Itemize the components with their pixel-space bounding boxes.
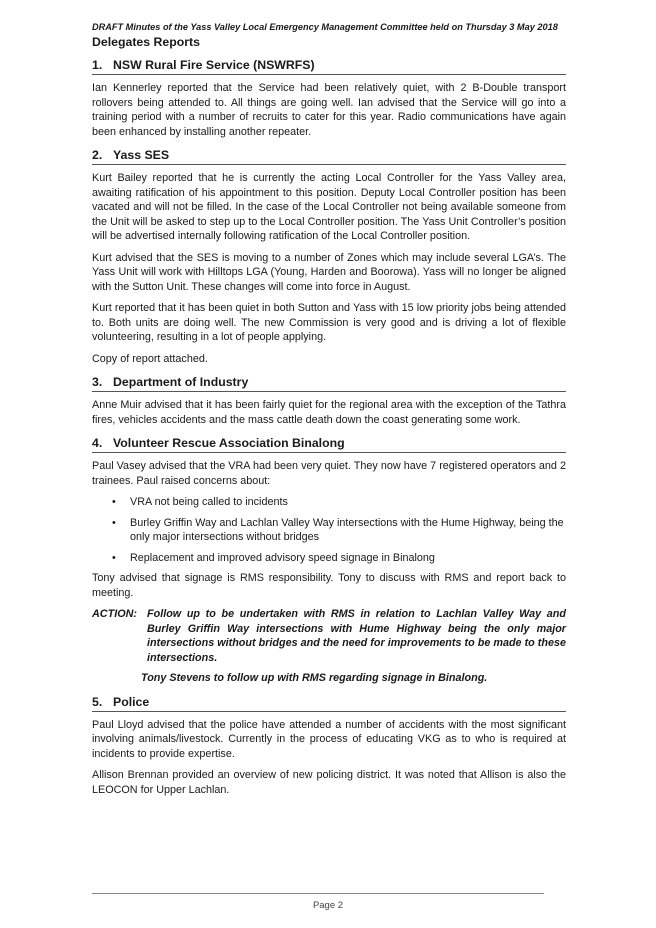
- action-label: ACTION:: [92, 608, 137, 620]
- section-title: NSW Rural Fire Service (NSWRFS): [113, 58, 315, 72]
- section-heading-vra-binalong: [92, 436, 566, 453]
- action-text: Follow up to be undertaken with RMS in relation to Lachlan Valley Way and Burley Griffin Way intersections with Hume Highway being the only major intersections without bridges and the need for improvements to be made to these intersections.: [147, 608, 566, 664]
- page-title: Delegates Reports: [92, 35, 200, 49]
- page-number: Page 2: [312, 900, 344, 911]
- section-heading-police: [92, 695, 566, 712]
- paragraph: Paul Vasey advised that the VRA had been very quiet. They now have 7 registered operators and 2 trainees. Paul raised concerns about:: [92, 460, 566, 487]
- section-number: 1.: [92, 58, 103, 72]
- paragraph: Copy of report attached.: [92, 352, 208, 365]
- bullet-icon: •: [112, 551, 116, 564]
- paragraph: Anne Muir advised that it has been fairly quiet for the regional area with the exception of the Tathra fires, vehicles accidents and the mass cattle death down the coast generating some work.: [92, 399, 566, 426]
- section-title: Police: [113, 694, 150, 709]
- action-item: [92, 607, 566, 665]
- paragraph: Allison Brennan provided an overview of new policing district. It was noted that Allison is also the LEOCON for Upper Lachlan.: [92, 769, 566, 796]
- paragraph: Kurt Bailey reported that he is currently the acting Local Controller for the Yass Valley area, awaiting ratification of his appointment to this position. Deputy Local Controller position has been vacated and will not be filled. In the case of the Local Controller not being available someone from the Unit will be asked to step up to the Local Controller position. The Yass Unit Controller’s position will be advertised internally following ratification of the Local Controller position.: [92, 172, 566, 242]
- section-number: 5.: [92, 694, 103, 709]
- paragraph: Ian Kennerley reported that the Service had been relatively quiet, with 2 B-Double transport rollovers being attended to. All things are going well. Ian advised that the Service will go into a training period with a number of recruits to cater for this year. Radio communications have again been enhanced by installing another repeater.: [92, 82, 566, 138]
- paragraph: Tony advised that signage is RMS responsibility. Tony to discuss with RMS and report back to meeting.: [92, 572, 566, 599]
- section-title: Volunteer Rescue Association Binalong: [113, 436, 345, 450]
- action-followup: Tony Stevens to follow up with RMS regarding signage in Binalong.: [141, 672, 488, 684]
- bullet-icon: •: [112, 496, 116, 508]
- concerns-list: [92, 495, 566, 565]
- footer-divider: [92, 893, 544, 894]
- list-item: • Burley Griffin Way and Lachlan Valley Way intersections with the Hume Highway, being the only major intersections without bridges: [112, 516, 564, 543]
- paragraph: Kurt advised that the SES is moving to a number of Zones which may include several LGA’s. The Yass Unit will work with Hilltops LGA (Young, Harden and Boorowa). Yass will no longer be aligned with the Sutton Unit. These changes will come into force in August.: [92, 251, 566, 293]
- list-item: • Replacement and improved advisory speed signage in Binalong: [112, 551, 435, 564]
- paragraph: Kurt reported that it has been quiet in both Sutton and Yass with 15 low priority jobs being attended to. Both units are doing well. The new Commission is very good and is driving a lot of flexible volunteering, resulting in a lot of people applying.: [92, 302, 566, 343]
- section-heading-department-of-industry: [92, 375, 566, 392]
- list-item: • VRA not being called to incidents: [112, 496, 288, 508]
- section-number: 3.: [92, 375, 103, 389]
- section-number: 4.: [92, 436, 103, 450]
- section-heading-yass-ses: [92, 148, 566, 165]
- section-heading-nswrfs: [92, 58, 566, 75]
- running-header: DRAFT Minutes of the Yass Valley Local Emergency Management Committee held on Thursday 3 May 2018: [92, 22, 558, 32]
- paragraph: Paul Lloyd advised that the police have attended a number of accidents with the most significant involving animals/livestock. Currently in the process of educating VKG as to who is required at incidents to provide expertise.: [92, 718, 566, 760]
- document-page: [92, 18, 566, 804]
- section-title: Department of Industry: [113, 375, 249, 389]
- section-title: Yass SES: [113, 148, 170, 162]
- bullet-icon: •: [112, 516, 116, 529]
- section-number: 2.: [92, 148, 103, 162]
